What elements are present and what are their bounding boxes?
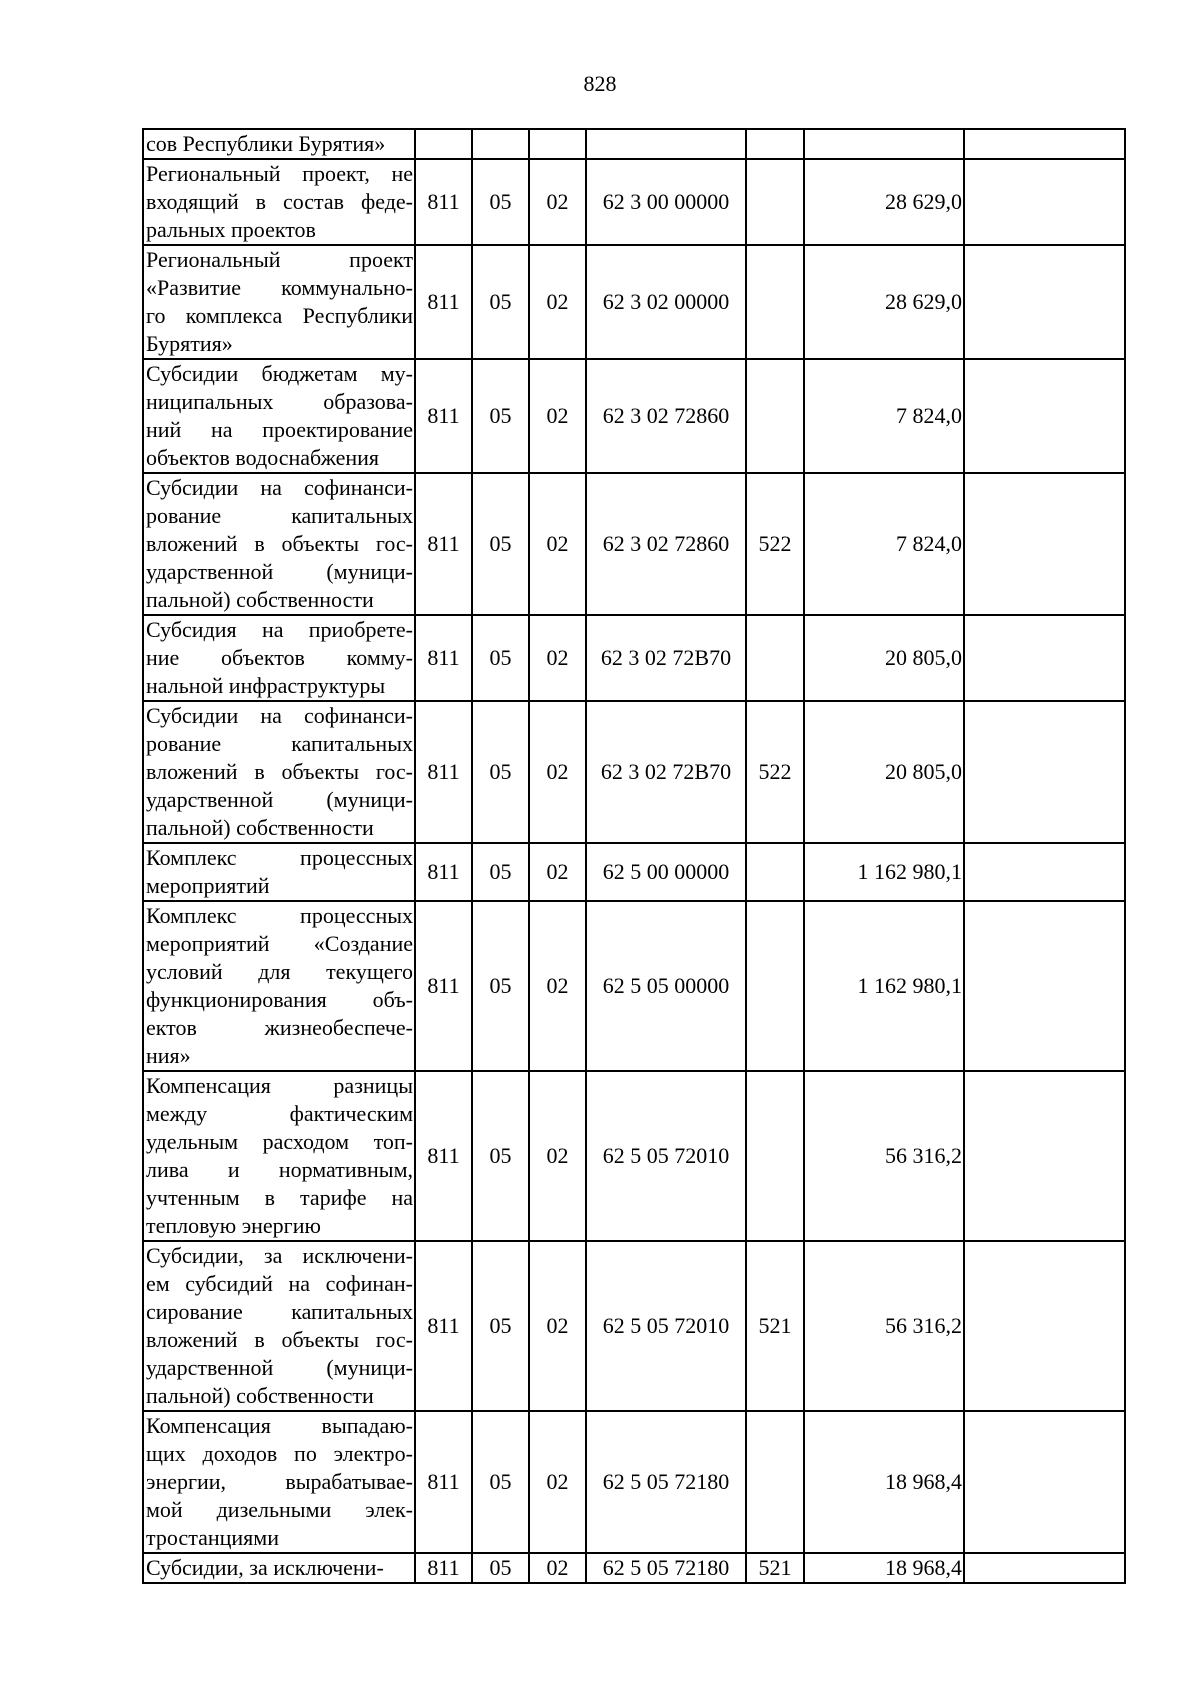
row-description [143,473,415,615]
cell-rz: 05 [472,701,529,843]
cell-extra [964,473,1125,615]
description-line: щих доходов по электро- [146,1441,413,1466]
description-line: Компенсация выпадаю- [146,1413,413,1438]
description-line: входящий в состав феде- [146,189,413,214]
cell-csr: 62 5 05 72010 [586,1241,746,1411]
description-line: объектов водоснабжения [146,445,380,470]
cell-extra [964,245,1125,359]
cell-extra [964,1071,1125,1241]
row-description [143,159,415,245]
cell-amount: 1 162 980,1 [804,901,964,1071]
table-row [143,701,1125,843]
description-line: рование капитальных [146,503,413,528]
cell-rz [472,129,529,159]
description-line: Субсидия на приобрете- [146,617,413,642]
cell-gr: 811 [415,1553,472,1583]
cell-extra [964,1553,1125,1583]
description-line: Субсидии, за исключени- [146,1555,384,1580]
description-line: пальной) собственности [146,815,374,840]
cell-pr: 02 [529,245,586,359]
cell-vr: 522 [746,473,804,615]
cell-gr: 811 [415,1071,472,1241]
cell-extra [964,1241,1125,1411]
cell-vr [746,1411,804,1553]
description-line: ударственной (муници- [146,787,413,812]
cell-gr: 811 [415,843,472,901]
cell-csr: 62 3 02 72В70 [586,615,746,701]
cell-vr [746,129,804,159]
table-row [143,901,1125,1071]
description-line: мероприятий [146,873,270,898]
cell-rz: 05 [472,1553,529,1583]
cell-amount: 28 629,0 [804,159,964,245]
description-line: вложений в объекты гос- [146,1327,413,1352]
cell-pr: 02 [529,1071,586,1241]
description-line: удельным расходом топ- [146,1129,413,1154]
cell-vr [746,359,804,473]
cell-amount: 18 968,4 [804,1411,964,1553]
description-line: Бурятия» [146,331,233,356]
cell-csr: 62 5 00 00000 [586,843,746,901]
cell-extra [964,129,1125,159]
table-row [143,1553,1125,1583]
cell-gr: 811 [415,901,472,1071]
table-row [143,1071,1125,1241]
cell-amount: 7 824,0 [804,473,964,615]
table-row [143,159,1125,245]
description-line: тепловую энергию [146,1213,321,1238]
description-line: Компенсация разницы [146,1073,413,1098]
cell-rz: 05 [472,901,529,1071]
table-row [143,843,1125,901]
cell-amount: 20 805,0 [804,701,964,843]
cell-rz: 05 [472,1071,529,1241]
description-line: учтенным в тарифе на [146,1185,413,1210]
table-row [143,359,1125,473]
row-description [143,1411,415,1553]
description-line: Комплекс процессных [146,845,413,870]
cell-extra [964,843,1125,901]
description-line: условий для текущего [146,959,413,984]
description-line: ральных проектов [146,217,316,242]
description-line: сирование капитальных [146,1299,413,1324]
cell-gr [415,129,472,159]
cell-pr: 02 [529,701,586,843]
description-line: мероприятий «Создание [146,931,413,956]
description-line: лива и нормативным, [146,1157,413,1182]
description-line: «Развитие коммунально- [146,275,413,300]
cell-amount: 1 162 980,1 [804,843,964,901]
row-description [143,901,415,1071]
table-row [143,129,1125,159]
cell-gr: 811 [415,359,472,473]
cell-extra [964,159,1125,245]
row-description [143,1241,415,1411]
row-description [143,701,415,843]
description-line: вложений в объекты гос- [146,531,413,556]
description-line: Региональный проект, не [146,161,413,186]
cell-pr [529,129,586,159]
description-line: Субсидии бюджетам му- [146,361,413,386]
cell-vr [746,901,804,1071]
description-line: вложений в объекты гос- [146,759,413,784]
description-line: ния» [146,1043,191,1068]
cell-extra [964,359,1125,473]
cell-csr: 62 3 00 00000 [586,159,746,245]
row-description [143,1071,415,1241]
table-row [143,1411,1125,1553]
description-line: мой дизельными элек- [146,1497,413,1522]
cell-pr: 02 [529,1241,586,1411]
cell-csr: 62 5 05 72010 [586,1071,746,1241]
description-line: ний на проектирование [146,417,413,442]
cell-vr: 521 [746,1553,804,1583]
cell-pr: 02 [529,843,586,901]
row-description [143,1553,415,1583]
description-line: тростанциями [146,1525,279,1550]
description-line: пальной) собственности [146,1383,374,1408]
cell-vr: 521 [746,1241,804,1411]
cell-csr [586,129,746,159]
cell-rz: 05 [472,615,529,701]
cell-csr: 62 3 02 72860 [586,473,746,615]
page-number: 828 [583,71,617,96]
description-line: Субсидии на софинанси- [146,703,413,728]
description-line: между фактическим [146,1101,413,1126]
row-description [143,359,415,473]
cell-rz: 05 [472,159,529,245]
description-line: энергии, вырабатывае- [146,1469,413,1494]
cell-csr: 62 5 05 00000 [586,901,746,1071]
cell-pr: 02 [529,159,586,245]
cell-rz: 05 [472,359,529,473]
table-body [143,129,1125,1583]
cell-amount [804,129,964,159]
cell-pr: 02 [529,359,586,473]
cell-gr: 811 [415,1241,472,1411]
description-line: нальной инфраструктуры [146,673,386,698]
cell-amount: 56 316,2 [804,1241,964,1411]
row-description [143,843,415,901]
cell-vr [746,615,804,701]
cell-amount: 56 316,2 [804,1071,964,1241]
cell-pr: 02 [529,615,586,701]
description-line: Субсидии на софинанси- [146,475,413,500]
cell-amount: 28 629,0 [804,245,964,359]
cell-vr [746,159,804,245]
table-row [143,1241,1125,1411]
cell-csr: 62 3 02 72860 [586,359,746,473]
cell-amount: 20 805,0 [804,615,964,701]
cell-gr: 811 [415,615,472,701]
cell-csr: 62 5 05 72180 [586,1553,746,1583]
cell-amount: 7 824,0 [804,359,964,473]
cell-extra [964,701,1125,843]
cell-rz: 05 [472,245,529,359]
row-description [143,245,415,359]
cell-extra [964,1411,1125,1553]
cell-vr: 522 [746,701,804,843]
cell-csr: 62 3 02 72В70 [586,701,746,843]
description-line: Субсидии, за исключени- [146,1243,413,1268]
description-line: ударственной (муници- [146,1355,413,1380]
cell-rz: 05 [472,1411,529,1553]
description-line: ем субсидий на софинан- [146,1271,413,1296]
description-line: ниципальных образова- [146,389,413,414]
cell-amount: 18 968,4 [804,1553,964,1583]
description-line: Региональный проект [146,247,413,272]
cell-pr: 02 [529,901,586,1071]
description-line: ние объектов комму- [146,645,413,670]
description-line: рование капитальных [146,731,413,756]
description-line: пальной) собственности [146,587,374,612]
cell-vr [746,245,804,359]
description-line: ударственной (муници- [146,559,413,584]
table-row [143,245,1125,359]
table-row [143,473,1125,615]
budget-table [142,128,1126,1584]
cell-gr: 811 [415,701,472,843]
row-description [143,129,415,159]
description-line: ектов жизнеобеспече- [146,1015,413,1040]
cell-vr [746,843,804,901]
cell-gr: 811 [415,473,472,615]
description-line: сов Республики Бурятия» [146,131,386,156]
cell-vr [746,1071,804,1241]
cell-gr: 811 [415,159,472,245]
cell-pr: 02 [529,473,586,615]
cell-rz: 05 [472,473,529,615]
cell-pr: 02 [529,1553,586,1583]
cell-rz: 05 [472,1241,529,1411]
cell-pr: 02 [529,1411,586,1553]
cell-rz: 05 [472,843,529,901]
row-description [143,615,415,701]
description-line: Комплекс процессных [146,903,413,928]
cell-extra [964,901,1125,1071]
cell-gr: 811 [415,1411,472,1553]
description-line: го комплекса Республики [146,303,413,328]
description-line: функционирования объ- [146,987,413,1012]
table-row [143,615,1125,701]
cell-csr: 62 3 02 00000 [586,245,746,359]
cell-gr: 811 [415,245,472,359]
cell-extra [964,615,1125,701]
cell-csr: 62 5 05 72180 [586,1411,746,1553]
